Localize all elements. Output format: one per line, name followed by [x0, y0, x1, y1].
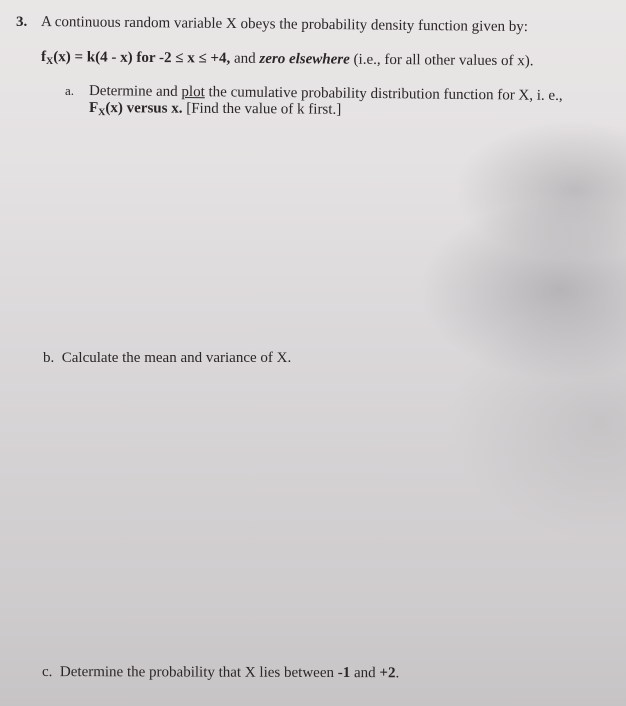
- question-stem: A continuous random variable X obeys the probability density function given by:: [40, 14, 529, 36]
- pdf-rest: (i.e., for all other values of x).: [349, 51, 534, 70]
- part-a-marker: a.: [65, 83, 75, 98]
- part-a-text-line1: Determine and plot the cumulative probability distribution function for X, i. e.,: [88, 83, 563, 104]
- part-a-text-line2: [89, 99, 341, 124]
- part-b: [43, 349, 291, 367]
- pdf-zero-elsewhere: zero elsewhere: [259, 50, 350, 68]
- find-k-note: [Find the value of k first.]: [182, 100, 342, 118]
- pdf-and: and: [230, 50, 260, 67]
- part-b-marker: b.: [43, 350, 55, 366]
- plot-word: plot: [181, 83, 205, 101]
- cdf-notation: $F_X(x)$ versus x.: [88, 100, 183, 119]
- part-c-marker: c.: [41, 664, 53, 681]
- part-c-text: Determine the probability that X lies between -1 and +2.: [59, 664, 400, 682]
- part-b-text: Calculate the mean and variance of X.: [61, 350, 292, 366]
- pdf-definition: [41, 48, 534, 75]
- question-number: 3.: [16, 14, 28, 30]
- pdf-lhs: $f_X(x) = k(4 - x)$ for -2 ≤ x ≤ +4,: [40, 49, 231, 68]
- part-c: [42, 663, 399, 682]
